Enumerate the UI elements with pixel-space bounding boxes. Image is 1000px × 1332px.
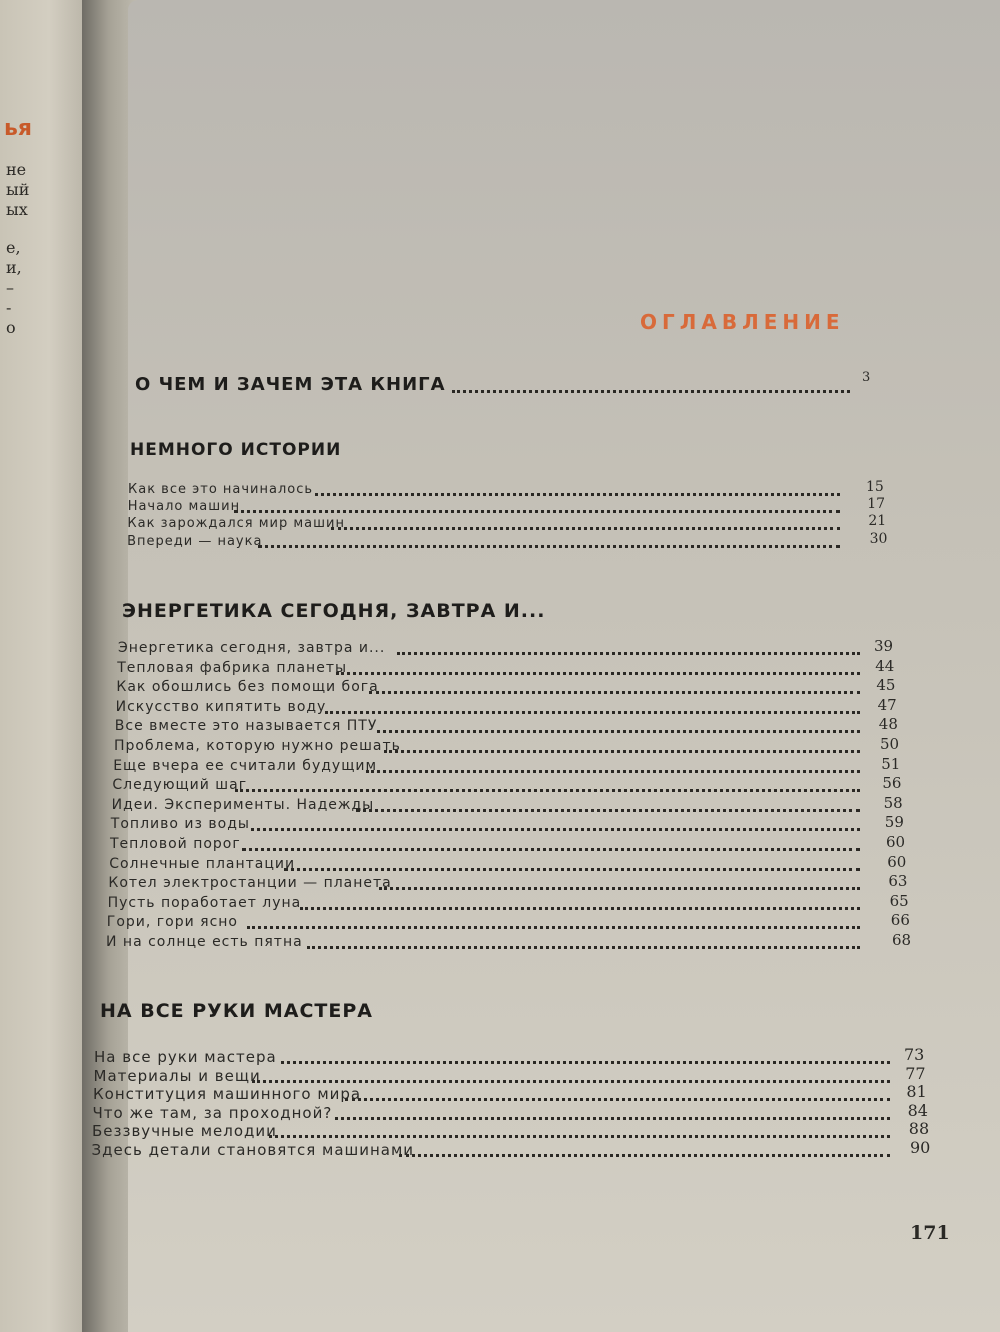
toc-entry-title: И на солнце есть пятна xyxy=(106,934,303,950)
dot-leader xyxy=(336,672,860,675)
toc-entry-title: Начало машин xyxy=(127,499,241,515)
toc-entry-title: Энергетика сегодня, завтра и... xyxy=(118,640,386,656)
dot-leader xyxy=(379,887,860,890)
dot-leader xyxy=(284,868,860,871)
toc-entry-title: На все руки мастера xyxy=(94,1048,277,1066)
toc-entry-page-number: 50 xyxy=(880,735,900,753)
toc-entry-title: Проблема, которую нужно решать xyxy=(114,738,401,754)
dot-leader xyxy=(366,770,860,773)
toc-entry-page-number: 60 xyxy=(886,833,906,851)
toc-entry-page-number: 45 xyxy=(876,676,896,695)
dot-leader xyxy=(399,1154,890,1157)
dot-leader xyxy=(258,545,840,548)
left-page-text-fragment: – xyxy=(6,278,14,297)
dot-leader xyxy=(331,527,840,530)
toc-entry-page-number: 17 xyxy=(867,496,886,513)
intro-title: О ЧЕМ И ЗАЧЕМ ЭТА КНИГА xyxy=(135,374,446,395)
toc-entry-title: Тепловой порог xyxy=(110,836,241,852)
dot-leader xyxy=(345,1098,890,1101)
left-page-fragment xyxy=(0,0,82,1332)
toc-entry-page-number: 65 xyxy=(889,891,909,910)
intro-page-number: 3 xyxy=(862,370,871,385)
toc-entry-page-number: 15 xyxy=(866,479,884,495)
dot-leader xyxy=(235,789,860,792)
dot-leader xyxy=(242,848,860,851)
toc-entry-title: Идеи. Эксперименты. Надежды xyxy=(111,796,375,813)
toc-entry-title: Здесь детали становятся машинами xyxy=(91,1141,415,1159)
dot-leader xyxy=(325,711,860,714)
toc-entry-title: Материалы и вещи xyxy=(93,1066,261,1085)
toc-entry-title: Солнечные плантации xyxy=(109,855,296,872)
dot-leader xyxy=(315,493,840,496)
toc-entry-title: Топливо из воды xyxy=(110,816,250,833)
toc-entry-page-number: 30 xyxy=(869,530,888,547)
toc-entry-page-number: 66 xyxy=(890,911,910,930)
dot-leader xyxy=(369,691,860,694)
dot-leader xyxy=(252,1080,890,1083)
toc-entry-title: Как все это начиналось xyxy=(128,482,314,497)
toc-entry-title: Все вместе это называется ПТУ xyxy=(114,718,378,735)
toc-entry-page-number: 63 xyxy=(888,872,908,891)
toc-entry-title: Впереди — наука xyxy=(127,533,263,549)
left-page-text-fragment: ый xyxy=(6,180,30,199)
section-title: ЭНЕРГЕТИКА СЕГОДНЯ, ЗАВТРА И... xyxy=(122,600,546,622)
dot-leader xyxy=(281,1061,890,1064)
left-page-text-fragment: - xyxy=(6,298,12,317)
toc-entry-page-number: 88 xyxy=(908,1119,930,1139)
dot-leader xyxy=(234,510,840,513)
page-number: 171 xyxy=(910,1222,950,1244)
dot-leader xyxy=(335,1117,890,1120)
dot-leader xyxy=(269,1135,890,1138)
toc-entry-title: Что же там, за проходной? xyxy=(92,1103,333,1122)
toc-entry-page-number: 84 xyxy=(907,1100,928,1120)
toc-entry-title: Следующий шаг xyxy=(112,777,248,794)
toc-entry-page-number: 58 xyxy=(883,793,903,812)
toc-entry-page-number: 59 xyxy=(884,813,904,832)
left-page-text-fragment: и, xyxy=(6,258,22,277)
toc-entry-page-number: 39 xyxy=(874,637,894,655)
toc-heading: ОГЛАВЛЕНИЕ xyxy=(640,310,845,334)
toc-entry-title: Конституция машинного мира xyxy=(93,1085,362,1104)
dot-leader xyxy=(300,907,860,910)
toc-entry-title: Искусство кипятить воду xyxy=(115,698,327,715)
dot-leader xyxy=(251,828,860,831)
dot-leader xyxy=(247,926,860,929)
toc-entry-title: Пусть поработает луна xyxy=(107,894,302,911)
left-page-text-fragment: ых xyxy=(6,200,28,219)
toc-entry-page-number: 56 xyxy=(882,774,902,793)
left-page-title-fragment: ья xyxy=(4,116,33,141)
toc-entry-page-number: 47 xyxy=(877,695,897,714)
toc-entry-title: Беззвучные мелодии xyxy=(92,1122,277,1141)
dot-leader xyxy=(307,946,860,949)
toc-entry-title: Как обошлись без помощи бога xyxy=(116,679,379,696)
toc-entry-page-number: 21 xyxy=(868,513,887,530)
toc-entry-page-number: 51 xyxy=(881,754,901,773)
dot-leader xyxy=(377,730,860,733)
toc-entry-page-number: 44 xyxy=(875,656,895,675)
toc-entry-page-number: 48 xyxy=(878,715,898,734)
left-page-text-fragment: не xyxy=(6,160,27,179)
toc-entry-page-number: 90 xyxy=(910,1138,931,1157)
toc-entry-page-number: 77 xyxy=(905,1063,926,1083)
left-page-text-fragment: е, xyxy=(6,238,21,257)
section-title: НЕМНОГО ИСТОРИИ xyxy=(130,440,342,460)
left-page-text-fragment: о xyxy=(6,318,16,337)
toc-entry-page-number: 73 xyxy=(904,1045,925,1064)
toc-entry-title: Еще вчера ее считали будущим xyxy=(113,757,378,774)
dot-leader xyxy=(397,652,860,655)
dot-leader xyxy=(356,809,860,812)
toc-entry-title: Как зарождался мир машин xyxy=(127,516,345,532)
toc-entry-title: Тепловая фабрика планеты xyxy=(117,659,348,676)
toc-entry-page-number: 81 xyxy=(906,1082,927,1102)
toc-entry-page-number: 68 xyxy=(892,931,912,949)
toc-entry-title: Котел электростанции — планета xyxy=(108,875,392,892)
dot-leader xyxy=(452,390,850,393)
toc-entry-title: Гори, гори ясно xyxy=(106,914,238,931)
toc-entry-page-number: 60 xyxy=(887,852,907,871)
dot-leader xyxy=(384,750,860,753)
section-title: НА ВСЕ РУКИ МАСТЕРА xyxy=(100,1000,373,1022)
